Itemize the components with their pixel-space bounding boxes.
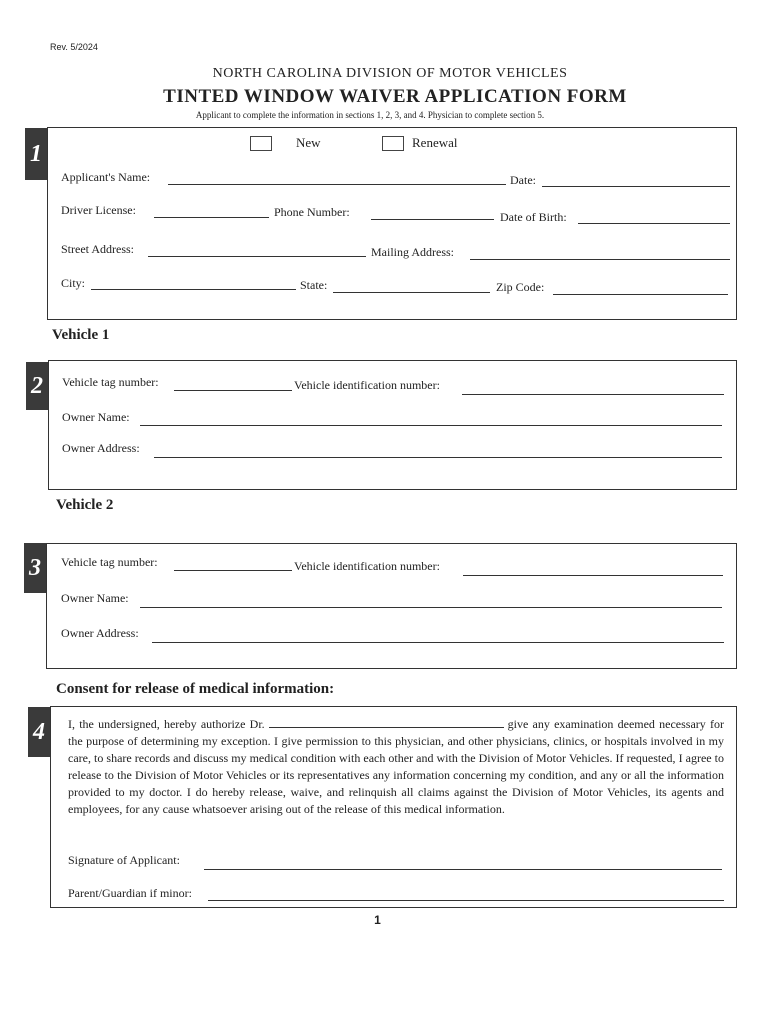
renewal-checkbox[interactable] bbox=[382, 136, 404, 151]
applicant-name-field[interactable] bbox=[168, 184, 506, 185]
vehicle-2-tag-label: Vehicle tag number: bbox=[61, 555, 158, 569]
new-label: New bbox=[296, 135, 321, 150]
zip-code-label: Zip Code: bbox=[496, 280, 545, 294]
physician-name-field[interactable] bbox=[269, 717, 504, 728]
vehicle-1-tag-label: Vehicle tag number: bbox=[62, 375, 159, 389]
signature-field[interactable] bbox=[204, 869, 722, 870]
vehicle-1-heading: Vehicle 1 bbox=[52, 327, 110, 343]
page-number: 1 bbox=[374, 913, 381, 927]
mailing-address-label: Mailing Address: bbox=[371, 245, 454, 259]
phone-number-field[interactable] bbox=[371, 219, 494, 220]
vehicle-2-vin-label: Vehicle identification number: bbox=[294, 559, 440, 573]
section-4-badge: 4 bbox=[28, 707, 50, 757]
vehicle-1-vin-label: Vehicle identification number: bbox=[294, 378, 440, 392]
driver-license-label: Driver License: bbox=[61, 203, 136, 217]
consent-heading: Consent for release of medical information: bbox=[56, 681, 335, 697]
vehicle-1-vin-field[interactable] bbox=[462, 394, 724, 395]
date-of-birth-field[interactable] bbox=[578, 223, 730, 224]
vehicle-2-owner-name-field[interactable] bbox=[140, 607, 722, 608]
form-instructions: Applicant to complete the information in sections 1, 2, 3, and 4. Physician to complete section 5. bbox=[195, 110, 545, 120]
form-title: TINTED WINDOW WAIVER APPLICATION FORM bbox=[163, 86, 627, 107]
state-label: State: bbox=[300, 278, 328, 292]
vehicle-2-owner-name-label: Owner Name: bbox=[61, 591, 129, 605]
new-checkbox[interactable] bbox=[250, 136, 272, 151]
driver-license-field[interactable] bbox=[154, 217, 269, 218]
consent-text-rest: give any examination deemed necessary for the purpose of determining my exception. I give permission to this physician, and other physicians, clinics, or hospitals involved in my care, to share records and discuss my medical condition with each other and with the Division of Motor Vehicles. If requested, I agree to release to the Division of Motor Vehicles or its representatives any information concerning my condition, and any or all the information provided to my doctor. I do hereby release, waive, and relinquish all claims against the Division of Motor Vehicles, its agents and employees, for any cause whatsoever arising out of the release of this medical information. bbox=[68, 717, 724, 816]
street-address-label: Street Address: bbox=[61, 242, 134, 256]
renewal-label: Renewal bbox=[412, 135, 458, 150]
guardian-field[interactable] bbox=[208, 900, 724, 901]
vehicle-2-owner-address-field[interactable] bbox=[152, 642, 724, 643]
vehicle-2-tag-field[interactable] bbox=[174, 570, 292, 571]
section-2-badge: 2 bbox=[26, 362, 48, 410]
zip-code-field[interactable] bbox=[553, 294, 728, 295]
mailing-address-field[interactable] bbox=[470, 259, 730, 260]
vehicle-1-owner-name-field[interactable] bbox=[140, 425, 722, 426]
street-address-field[interactable] bbox=[148, 256, 366, 257]
vehicle-2-heading: Vehicle 2 bbox=[56, 497, 114, 513]
signature-label: Signature of Applicant: bbox=[68, 853, 180, 867]
applicant-name-label: Applicant's Name: bbox=[61, 170, 151, 184]
vehicle-1-owner-name-label: Owner Name: bbox=[62, 410, 130, 424]
consent-text bbox=[68, 716, 724, 818]
vehicle-1-owner-address-field[interactable] bbox=[154, 457, 722, 458]
phone-number-label: Phone Number: bbox=[274, 205, 350, 219]
date-field[interactable] bbox=[542, 186, 730, 187]
vehicle-1-tag-field[interactable] bbox=[174, 390, 292, 391]
vehicle-2-owner-address-label: Owner Address: bbox=[61, 626, 139, 640]
city-label: City: bbox=[61, 276, 86, 290]
date-of-birth-label: Date of Birth: bbox=[500, 210, 567, 224]
guardian-label: Parent/Guardian if minor: bbox=[68, 886, 192, 900]
agency-name: NORTH CAROLINA DIVISION OF MOTOR VEHICLES bbox=[212, 66, 568, 81]
consent-text-start: I, the undersigned, hereby authorize Dr. bbox=[68, 717, 265, 731]
city-field[interactable] bbox=[91, 289, 296, 290]
vehicle-1-owner-address-label: Owner Address: bbox=[62, 441, 140, 455]
section-3-badge: 3 bbox=[24, 543, 46, 593]
vehicle-2-vin-field[interactable] bbox=[463, 575, 723, 576]
section-1-badge: 1 bbox=[25, 128, 47, 180]
state-field[interactable] bbox=[333, 292, 490, 293]
date-label: Date: bbox=[510, 173, 536, 187]
revision-date: Rev. 5/2024 bbox=[50, 42, 98, 52]
